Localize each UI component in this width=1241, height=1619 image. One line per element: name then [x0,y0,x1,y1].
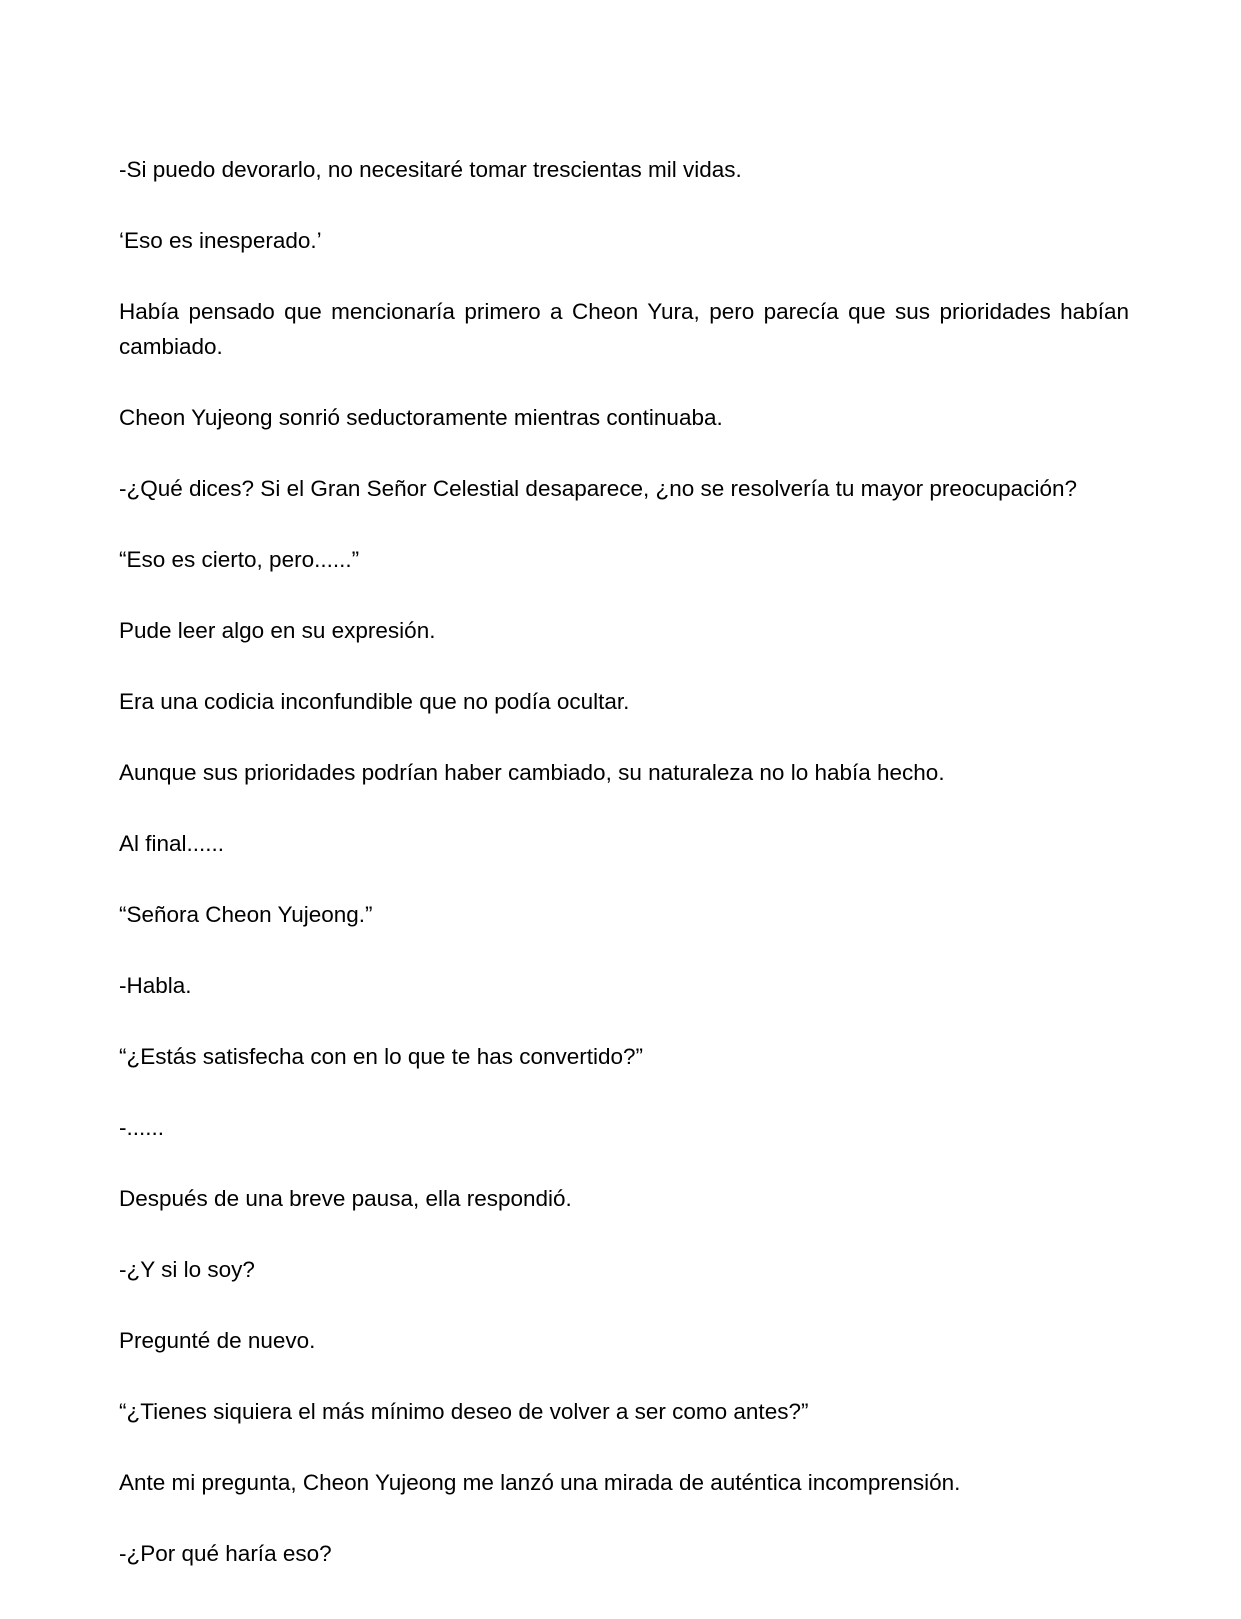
document-body [119,152,1129,1571]
paragraph: -¿Y si lo soy? [119,1257,255,1282]
paragraph: Aunque sus prioridades podrían haber cambiado, su naturaleza no lo había hecho. [119,760,945,785]
paragraph: Después de una breve pausa, ella respondió. [119,1186,572,1211]
paragraph: -...... [119,1115,164,1140]
paragraph: Pude leer algo en su expresión. [119,618,436,643]
paragraph: -Si puedo devorarlo, no necesitaré tomar trescientas mil vidas. [119,157,742,182]
paragraph: “¿Tienes siquiera el más mínimo deseo de volver a ser como antes?” [119,1399,809,1424]
paragraph: “¿Estás satisfecha con en lo que te has convertido?” [119,1044,644,1069]
paragraph: -Habla. [119,973,192,998]
paragraph: Era una codicia inconfundible que no podía ocultar. [119,689,630,714]
paragraph: “Eso es cierto, pero......” [119,547,360,572]
paragraph: -¿Qué dices? Si el Gran Señor Celestial desaparece, ¿no se resolvería tu mayor preocupación? [119,476,1077,501]
paragraph: “Señora Cheon Yujeong.” [119,902,373,927]
paragraph: Pregunté de nuevo. [119,1328,316,1353]
paragraph: Al final...... [119,831,225,856]
paragraph: Había pensado que mencionaría primero a Cheon Yura, pero parecía que sus prioridades habían cambiado. [119,299,1129,359]
paragraph: ‘Eso es inesperado.’ [119,228,322,253]
paragraph: Cheon Yujeong sonrió seductoramente mientras continuaba. [119,405,723,430]
paragraph: Ante mi pregunta, Cheon Yujeong me lanzó una mirada de auténtica incomprensión. [119,1470,961,1495]
paragraph: -¿Por qué haría eso? [119,1541,332,1566]
